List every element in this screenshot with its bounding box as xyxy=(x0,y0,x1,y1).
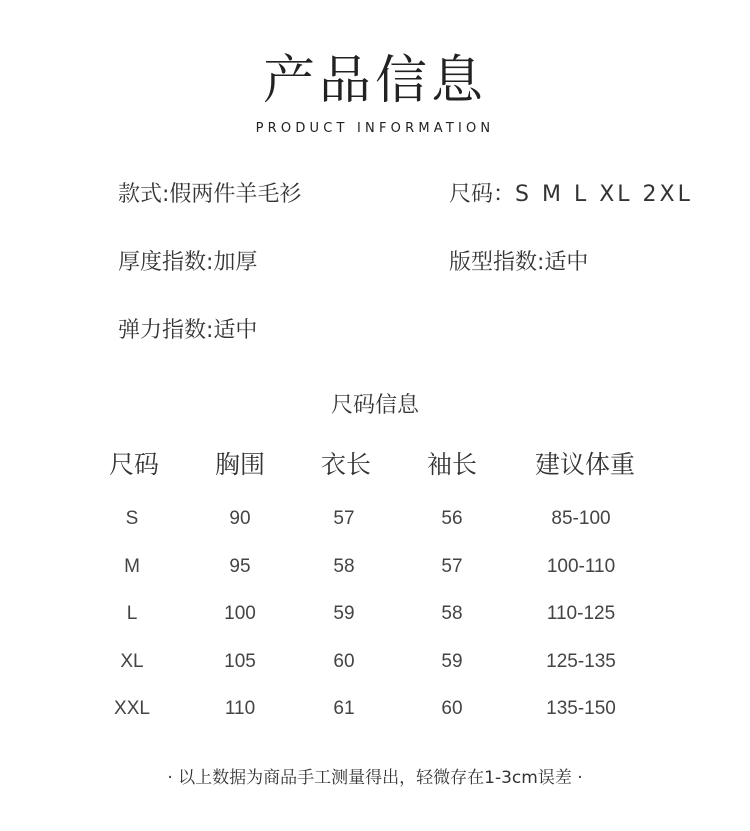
cell-chest: 100 xyxy=(224,603,256,624)
cell-length: 59 xyxy=(333,603,355,624)
cell-sleeve: 56 xyxy=(441,508,463,529)
cell-chest: 110 xyxy=(224,698,256,719)
info-size-label: 尺码： xyxy=(449,182,516,207)
cell-length: 61 xyxy=(333,698,355,719)
cell-chest: 95 xyxy=(229,556,251,577)
info-sizes xyxy=(449,177,693,208)
cell-size: XL xyxy=(120,651,144,672)
cell-length: 58 xyxy=(333,556,355,577)
cell-sleeve: 60 xyxy=(441,698,463,719)
cell-weight: 135-150 xyxy=(546,698,616,719)
cell-sleeve: 59 xyxy=(441,651,463,672)
info-fit: 版型指数:适中 xyxy=(449,250,589,275)
cell-sleeve: 58 xyxy=(441,603,463,624)
info-thickness: 厚度指数:加厚 xyxy=(118,250,258,275)
cell-size: L xyxy=(126,603,138,624)
cell-size: XXL xyxy=(114,698,150,719)
page-title: 产品信息 xyxy=(262,51,487,111)
cell-chest: 105 xyxy=(224,651,256,672)
column-header-weight: 建议体重 xyxy=(534,450,636,479)
cell-size: M xyxy=(124,556,140,577)
page-subtitle: PRODUCT INFORMATION xyxy=(255,121,495,136)
cell-chest: 90 xyxy=(229,508,251,529)
cell-sleeve: 57 xyxy=(441,556,463,577)
cell-weight: 125-135 xyxy=(546,651,616,672)
cell-weight: 85-100 xyxy=(551,508,611,529)
column-header-size: 尺码 xyxy=(108,450,160,479)
column-header-length: 衣长 xyxy=(320,450,372,479)
measurement-note: · 以上数据为商品手工测量得出，轻微存在1-3cm误差 · xyxy=(167,768,583,788)
cell-weight: 100-110 xyxy=(546,556,616,577)
size-table-title: 尺码信息 xyxy=(330,393,419,418)
cell-weight: 110-125 xyxy=(546,603,616,624)
cell-length: 57 xyxy=(333,508,355,529)
info-size-list: S M L XL 2XL xyxy=(515,182,693,207)
info-style: 款式:假两件羊毛衫 xyxy=(118,182,302,207)
column-header-sleeve: 袖长 xyxy=(426,450,478,479)
column-header-chest: 胸围 xyxy=(214,450,266,479)
info-elasticity: 弹力指数:适中 xyxy=(118,318,258,343)
cell-length: 60 xyxy=(333,651,355,672)
cell-size: S xyxy=(125,508,139,529)
